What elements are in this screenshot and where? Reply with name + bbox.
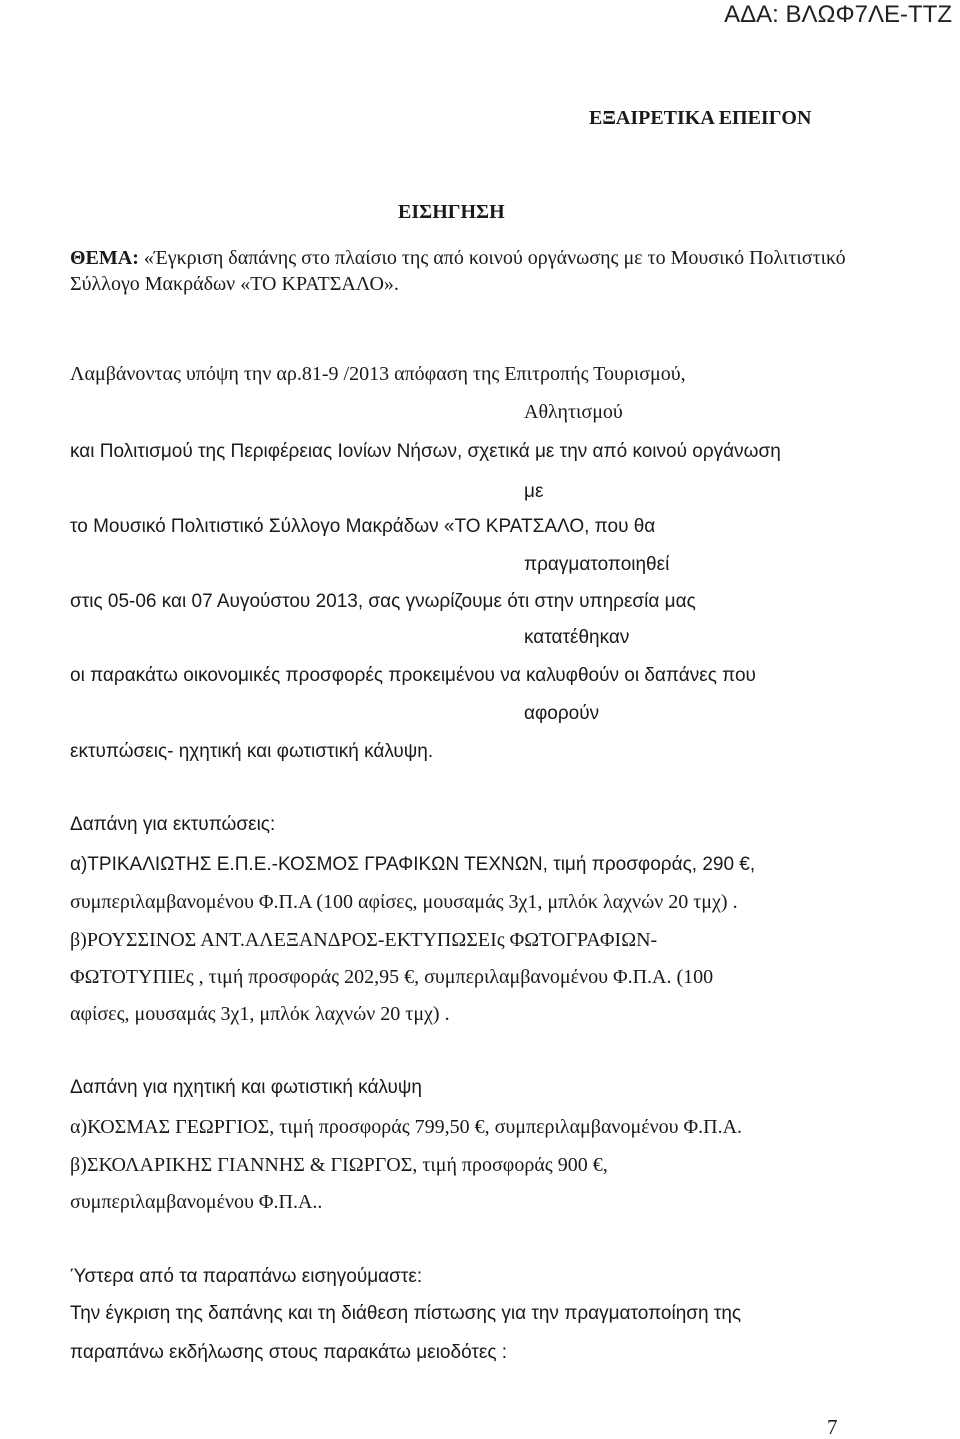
intro-line: εκτυπώσεις- ηχητική και φωτιστική κάλυψη.: [70, 741, 434, 762]
sound-line: α)ΚΟΣΜΑΣ ΓΕΩΡΓΙΟΣ, τιμή προσφοράς 799,50 €, συμπεριλαμβανομένου Φ.Π.Α.: [70, 1116, 743, 1138]
proposal-line: Την έγκριση της δαπάνης και τη διάθεση πίστωσης για την πραγματοποίηση της: [70, 1303, 742, 1324]
sound-line: συμπεριλαμβανομένου Φ.Π.Α..: [70, 1191, 323, 1213]
subject-line-2: Σύλλογο Μακράδων «ΤΟ ΚΡΑΤΣΑΛΟ».: [70, 273, 399, 295]
subject-text-1: «Έγκριση δαπάνης στο πλαίσιο της από κοινού οργάνωσης με το Μουσικό Πολιτιστικό: [138, 247, 846, 269]
proposal-line: παραπάνω εκδήλωσης στους παρακάτω μειοδότες :: [70, 1342, 508, 1363]
intro-line: αφορούν: [524, 703, 600, 724]
document-title: ΕΙΣΗΓΗΣΗ: [398, 201, 505, 223]
subject-line-1: [70, 248, 846, 268]
intro-line: Αθλητισμού: [524, 401, 623, 423]
prints-line: α)ΤΡΙΚΑΛΙΩΤΗΣ Ε.Π.Ε.-ΚΟΣΜΟΣ ΓΡΑΦΙΚΩΝ ΤΕΧΝΩΝ, τιμή προσφοράς, 290 €,: [70, 854, 756, 875]
sound-heading: Δαπάνη για ηχητική και φωτιστική κάλυψη: [70, 1077, 422, 1098]
intro-line: στις 05-06 και 07 Αυγούστου 2013, σας γνωρίζουμε ότι στην υπηρεσία μας: [70, 591, 696, 612]
intro-line: το Μουσικό Πολιτιστικό Σύλλογο Μακράδων «ΤΟ ΚΡΑΤΣΑΛΟ, που θα: [70, 516, 656, 537]
subject-label: ΘΕΜΑ:: [70, 247, 139, 269]
intro-line: οι παρακάτω οικονομικές προσφορές προκειμένου να καλυφθούν οι δαπάνες που: [70, 665, 756, 686]
prints-line: συμπεριλαμβανομένου Φ.Π.Α (100 αφίσες, μουσαμάς 3χ1, μπλόκ λαχνών 20 τμχ) .: [70, 891, 738, 913]
intro-line: πραγματοποιηθεί: [524, 554, 670, 575]
urgent-stamp: ΕΞΑΙΡΕΤΙΚΑ ΕΠΕΙΓΟΝ: [589, 107, 812, 129]
prints-line: αφίσες, μουσαμάς 3χ1, μπλόκ λαχνών 20 τμχ) .: [70, 1003, 450, 1025]
proposal-heading: Ύστερα από τα παραπάνω εισηγούμαστε:: [70, 1266, 423, 1287]
intro-line: κατατέθηκαν: [524, 627, 630, 648]
prints-line: ΦΩΤΟΤΥΠΙΕς , τιμή προσφοράς 202,95 €, συμπεριλαμβανομένου Φ.Π.Α. (100: [70, 966, 714, 988]
sound-line: β)ΣΚΟΛΑΡΙΚΗΣ ΓΙΑΝΝΗΣ & ΓΙΩΡΓΟΣ, τιμή προσφοράς 900 €,: [70, 1154, 608, 1176]
ada-code: ΑΔΑ: ΒΛΩΦ7ΛΕ-ΤΤΖ: [724, 1, 952, 28]
page-number: 7: [827, 1415, 838, 1439]
intro-line: Λαμβάνοντας υπόψη την αρ.81-9 /2013 απόφαση της Επιτροπής Τουρισμού,: [70, 363, 686, 385]
intro-line: και Πολιτισμού της Περιφέρειας Ιονίων Νήσων, σχετικά με την από κοινού οργάνωση: [70, 441, 781, 462]
prints-line: β)ΡΟΥΣΣΙΝΟΣ ΑΝΤ.ΑΛΕΞΑΝΔΡΟΣ-ΕΚΤΥΠΩΣΕΙς ΦΩΤΟΓΡΑΦΙΩΝ-: [70, 929, 658, 951]
intro-line: με: [524, 481, 544, 502]
prints-heading: Δαπάνη για εκτυπώσεις:: [70, 814, 276, 835]
